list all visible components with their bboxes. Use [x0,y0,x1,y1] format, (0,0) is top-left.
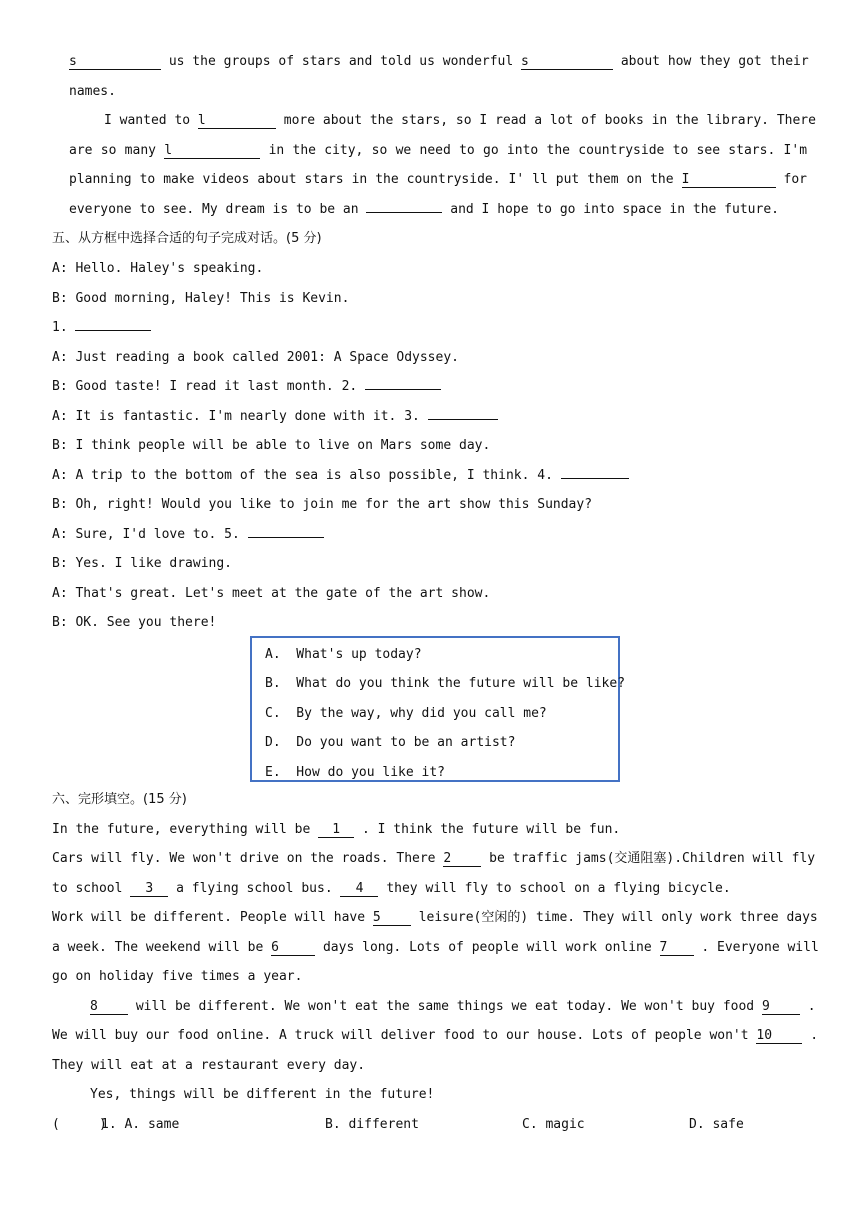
dialogue-line: B: Good morning, Haley! This is Kevin. [52,290,350,306]
dialogue-line: B: Yes. I like drawing. [52,556,233,571]
dialogue-blank [561,478,629,479]
cloze-line-9: They will eat at a restaurant every day. [52,1058,366,1073]
answer-blank [366,212,442,213]
options-box [250,636,626,782]
option-e: E. How do you like it? [265,765,446,780]
passage-line-3: I wanted to l more about the stars, so I read a lot of books in the library. There [104,113,816,128]
passage-line-5: planning to make videos about stars in the countryside. I' ll put them on the I for [69,172,808,187]
cloze-line-5: a week. The weekend will be 6 days long. Lots of people will work online 7 . Everyone will [52,940,819,955]
passage-line-2: names. [69,84,116,99]
cloze-line-6: go on holiday five times a year. [52,969,303,984]
cloze-line-7: 8 will be different. We won't eat the same things we eat today. We won't buy food 9 . [90,999,816,1014]
question-1-option-a: 1. A. same [101,1117,180,1132]
question-1-option-b: B. different [325,1117,419,1132]
dialogue-line: A: It is fantastic. I'm nearly done with it. 3. [52,408,498,426]
answer-paren: ( ) [52,1117,107,1132]
option-b: B. What do you think the future will be like? [265,676,626,691]
dialogue-line: A: A trip to the bottom of the sea is also possible, I think. 4. [52,467,629,485]
cloze-blank-2: 2 [443,851,481,867]
cloze-blank-8: 8 [90,999,128,1015]
cloze-blank-1: 1 [318,822,354,838]
answer-blank: s [69,54,161,70]
passage-line-4: are so many l in the city, so we need to go into the countryside to see stars. I'm [69,143,808,158]
question-1-option-d: D. safe [689,1117,744,1132]
section-5-heading: 五、从方框中选择合适的句子完成对话。(5 分) [52,231,322,246]
cloze-line-4: Work will be different. People will have 5 leisure(空闲的) time. They will only work three days [52,910,818,925]
answer-blank: l [164,143,260,159]
dialogue-line: A: Sure, I'd love to. 5. [52,526,324,544]
dialogue-blank [428,419,498,420]
cloze-blank-3: 3 [130,881,168,897]
cloze-blank-7: 7 [660,940,694,956]
passage-line-6: everyone to see. My dream is to be an and I hope to go into space in the future. [69,202,779,217]
question-1-option-c: C. magic [522,1117,585,1132]
answer-blank: l [198,113,276,129]
option-a: A. What's up today? [265,647,422,662]
option-c: C. By the way, why did you call me? [265,706,547,721]
cloze-line-1: In the future, everything will be 1 . I think the future will be fun. [52,822,621,837]
cloze-blank-5: 5 [373,910,411,926]
dialogue-line: B: OK. See you there! [52,615,217,630]
dialogue-blank [248,537,324,538]
cloze-blank-6: 6 [271,940,315,956]
dialogue-line: A: That's great. Let's meet at the gate of the art show. [52,585,491,601]
answer-blank: I [682,172,776,188]
dialogue-line: A: Just reading a book called 2001: A Space Odyssey. [52,349,459,365]
dialogue-line: B: Oh, right! Would you like to join me for the art show this Sunday? [52,497,593,512]
passage-line-1: s us the groups of stars and told us wonderful s about how they got their [69,54,809,69]
dialogue-line: B: I think people will be able to live on Mars some day. [52,438,491,453]
cloze-line-10: Yes, things will be different in the future! [90,1087,435,1102]
cloze-blank-9: 9 [762,999,800,1015]
dialogue-line: 1. [52,319,151,337]
dialogue-blank [75,330,151,331]
dialogue-line: A: Hello. Haley's speaking. [52,261,264,276]
cloze-line-3: to school 3 a flying school bus. 4 they will fly to school on a flying bicycle. [52,881,731,896]
option-d: D. Do you want to be an artist? [265,735,516,750]
cloze-line-2: Cars will fly. We won't drive on the roads. There 2 be traffic jams(交通阻塞).Children will fly [52,851,816,866]
cloze-blank-10: 10 [756,1028,802,1044]
dialogue-blank [365,389,441,390]
dialogue-line: B: Good taste! I read it last month. 2. [52,378,441,396]
section-6-heading: 六、完形填空。(15 分) [52,792,187,807]
answer-blank: s [521,54,613,70]
cloze-blank-4: 4 [340,881,378,897]
cloze-line-8: We will buy our food online. A truck will deliver food to our house. Lots of people won't 10 . [52,1028,819,1043]
